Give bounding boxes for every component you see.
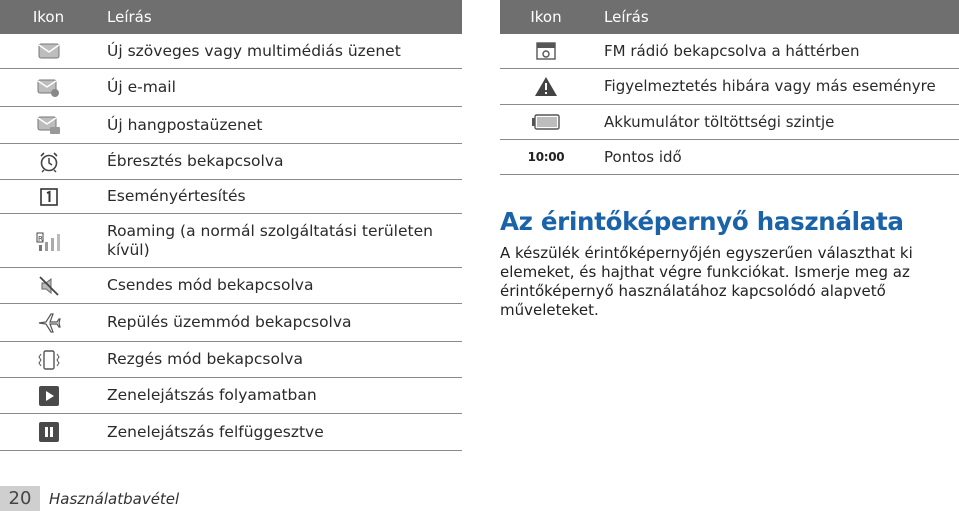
- row-desc: FM rádió bekapcsolva a háttérben: [604, 41, 860, 60]
- new-message-icon: [0, 43, 97, 59]
- row-desc: Figyelmeztetés hibára vagy más eseményre: [604, 77, 936, 95]
- header-desc-col: Leírás: [604, 7, 649, 26]
- row-desc: Akkumulátor töltöttségi szintje: [604, 112, 835, 131]
- new-email-icon: [0, 78, 97, 98]
- table-row: [0, 180, 462, 214]
- header-icon-col: Ikon: [32, 8, 65, 26]
- event-notification-icon: [0, 188, 97, 206]
- table-row: [500, 34, 959, 69]
- table-row: [500, 105, 959, 140]
- status-icons-table-right: [500, 0, 959, 175]
- table-row: [0, 144, 462, 180]
- row-desc: Zenelejátszás felfüggesztve: [107, 422, 324, 441]
- table-row: [0, 69, 462, 107]
- alarm-icon: [0, 151, 97, 173]
- row-desc: Roaming (a normál szolgáltatási területen kívül): [107, 221, 433, 259]
- row-desc: Új szöveges vagy multimédiás üzenet: [107, 41, 401, 60]
- section-title: Az érintőképernyő használata: [500, 207, 904, 236]
- table-row: [500, 140, 959, 175]
- row-desc: Zenelejátszás folyamatban: [107, 386, 317, 404]
- svg-text:R: R: [37, 234, 43, 243]
- vibrate-mode-icon: [0, 349, 97, 371]
- row-desc: Ébresztés bekapcsolva: [107, 152, 284, 170]
- page-footer: [0, 486, 179, 511]
- chapter-title: Használatbavétel: [49, 489, 180, 508]
- table-row: [0, 304, 462, 342]
- music-paused-icon: [0, 422, 97, 442]
- row-desc: Új e-mail: [107, 78, 176, 96]
- header-desc-col: Leírás: [107, 7, 152, 26]
- new-voicemail-icon: [0, 115, 97, 135]
- row-desc: Csendes mód bekapcsolva: [107, 276, 314, 294]
- table-row: [0, 107, 462, 144]
- table-row: [500, 69, 959, 105]
- table-row: [0, 34, 462, 69]
- fm-radio-icon: [500, 41, 592, 61]
- table-row: [0, 214, 462, 268]
- silent-mode-icon: [0, 275, 97, 297]
- clock-text: 10:00: [527, 150, 565, 164]
- row-desc: Új hangpostaüzenet: [107, 115, 263, 134]
- status-icons-table-left: [0, 0, 462, 451]
- music-playing-icon: [0, 386, 97, 406]
- table-row: [0, 414, 462, 451]
- page-number: 20: [0, 486, 40, 511]
- table-row: [0, 342, 462, 378]
- row-desc: Rezgés mód bekapcsolva: [107, 350, 303, 368]
- row-desc: Pontos idő: [604, 147, 682, 166]
- battery-icon: [500, 114, 592, 130]
- row-desc: Repülés üzemmód bekapcsolva: [107, 313, 352, 331]
- warning-icon: [500, 76, 592, 97]
- table-row: [0, 378, 462, 414]
- table-row: [0, 268, 462, 304]
- airplane-mode-icon: [0, 312, 97, 334]
- roaming-icon: [0, 230, 97, 252]
- header-icon-col: Ikon: [530, 8, 562, 26]
- section-body: A készülék érintőképernyőjén egyszerűen választhat ki elemeket, és hajthat végre funkciókat. Ismerje meg az érintőképernyő használatához kapcsolódó alapvető műveleteket.: [500, 244, 913, 319]
- table-header: [0, 0, 462, 34]
- row-desc: Eseményértesítés: [107, 187, 246, 205]
- table-header: [500, 0, 959, 34]
